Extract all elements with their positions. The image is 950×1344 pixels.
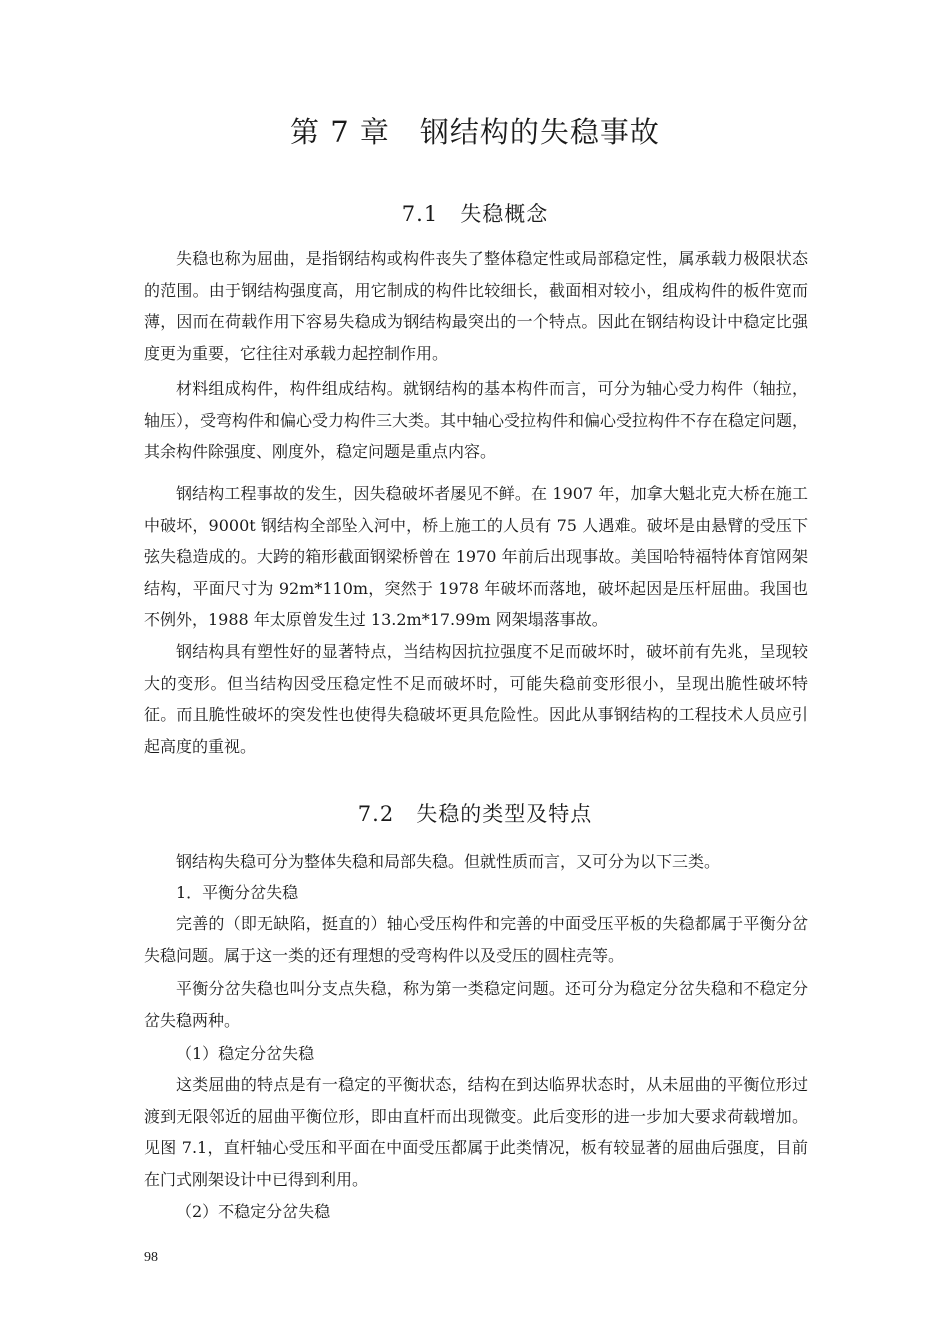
- paragraph: 钢结构失稳可分为整体失稳和局部失稳。但就性质而言，又可分为以下三类。: [176, 852, 721, 871]
- paragraph: 材料组成构件，构件组成结构。就钢结构的基本构件而言，可分为轴心受力构件（轴拉，轴压），受弯构件和偏心受力构件三大类。其中轴心受拉构件和偏心受拉构件不存在稳定问题，其余构件除强度、刚度外，稳定问题是重点内容。: [144, 379, 809, 461]
- paragraph: 失稳也称为屈曲，是指钢结构或构件丧失了整体稳定性或局部稳定性，属承载力极限状态的范围。由于钢结构强度高，用它制成的构件比较细长，截面相对较小，组成构件的板件宽而薄，因而在荷载作用下容易失稳成为钢结构最突出的一个特点。因此在钢结构设计中稳定比强度更为重要，它往往对承载力起控制作用。: [144, 249, 808, 363]
- page-number: 98: [144, 1250, 158, 1265]
- paragraph: 钢结构具有塑性好的显著特点，当结构因抗拉强度不足而破坏时，破坏前有先兆，呈现较大的变形。但当结构因受压稳定性不足而破坏时，可能失稳前变形很小，呈现出脆性破坏特征。而且脆性破坏的突发性也使得失稳破坏更具危险性。因此从事钢结构的工程技术人员应引起高度的重视。: [144, 642, 808, 756]
- section-title-7-1: 7.1 失稳概念: [401, 202, 549, 226]
- paragraph: 完善的（即无缺陷，挺直的）轴心受压构件和完善的中面受压平板的失稳都属于平衡分岔失稳问题。属于这一类的还有理想的受弯构件以及受压的圆柱壳等。: [144, 914, 808, 965]
- section-title-7-2: 7.2 失稳的类型及特点: [357, 802, 593, 826]
- subheading: （2）不稳定分岔失稳: [176, 1202, 331, 1221]
- chapter-title: 第 7 章 钢结构的失稳事故: [290, 115, 660, 149]
- subheading: 1．平衡分岔失稳: [176, 883, 299, 902]
- paragraph: 平衡分岔失稳也叫分支点失稳，称为第一类稳定问题。还可分为稳定分岔失稳和不稳定分岔失稳两种。: [144, 979, 808, 1030]
- subheading: （1）稳定分岔失稳: [176, 1044, 315, 1063]
- paragraph: 这类屈曲的特点是有一稳定的平衡状态，结构在到达临界状态时，从未屈曲的平衡位形过渡到无限邻近的屈曲平衡位形，即由直杆而出现微变。此后变形的进一步加大要求荷载增加。见图 7.1，直杆轴心受压和平面在中面受压都属于此类情况，板有较显著的屈曲后强度，目前在门式刚架设计中已得到利用。: [144, 1075, 808, 1189]
- paragraph: 钢结构工程事故的发生，因失稳破坏者屡见不鲜。在 1907 年，加拿大魁北克大桥在施工中破坏，9000t 钢结构全部坠入河中，桥上施工的人员有 75 人遇难。破坏是由悬臂的受压下弦失稳造成的。大跨的箱形截面钢梁桥曾在 1970 年前后出现事故。美国哈特福特体育馆网架结构，平面尺寸为 92m*110m，突然于 1978 年破坏而落地，破坏起因是压杆屈曲。我国也不例外，1988 年太原曾发生过 13.2m*17.99m 网架塌落事故。: [144, 484, 808, 629]
